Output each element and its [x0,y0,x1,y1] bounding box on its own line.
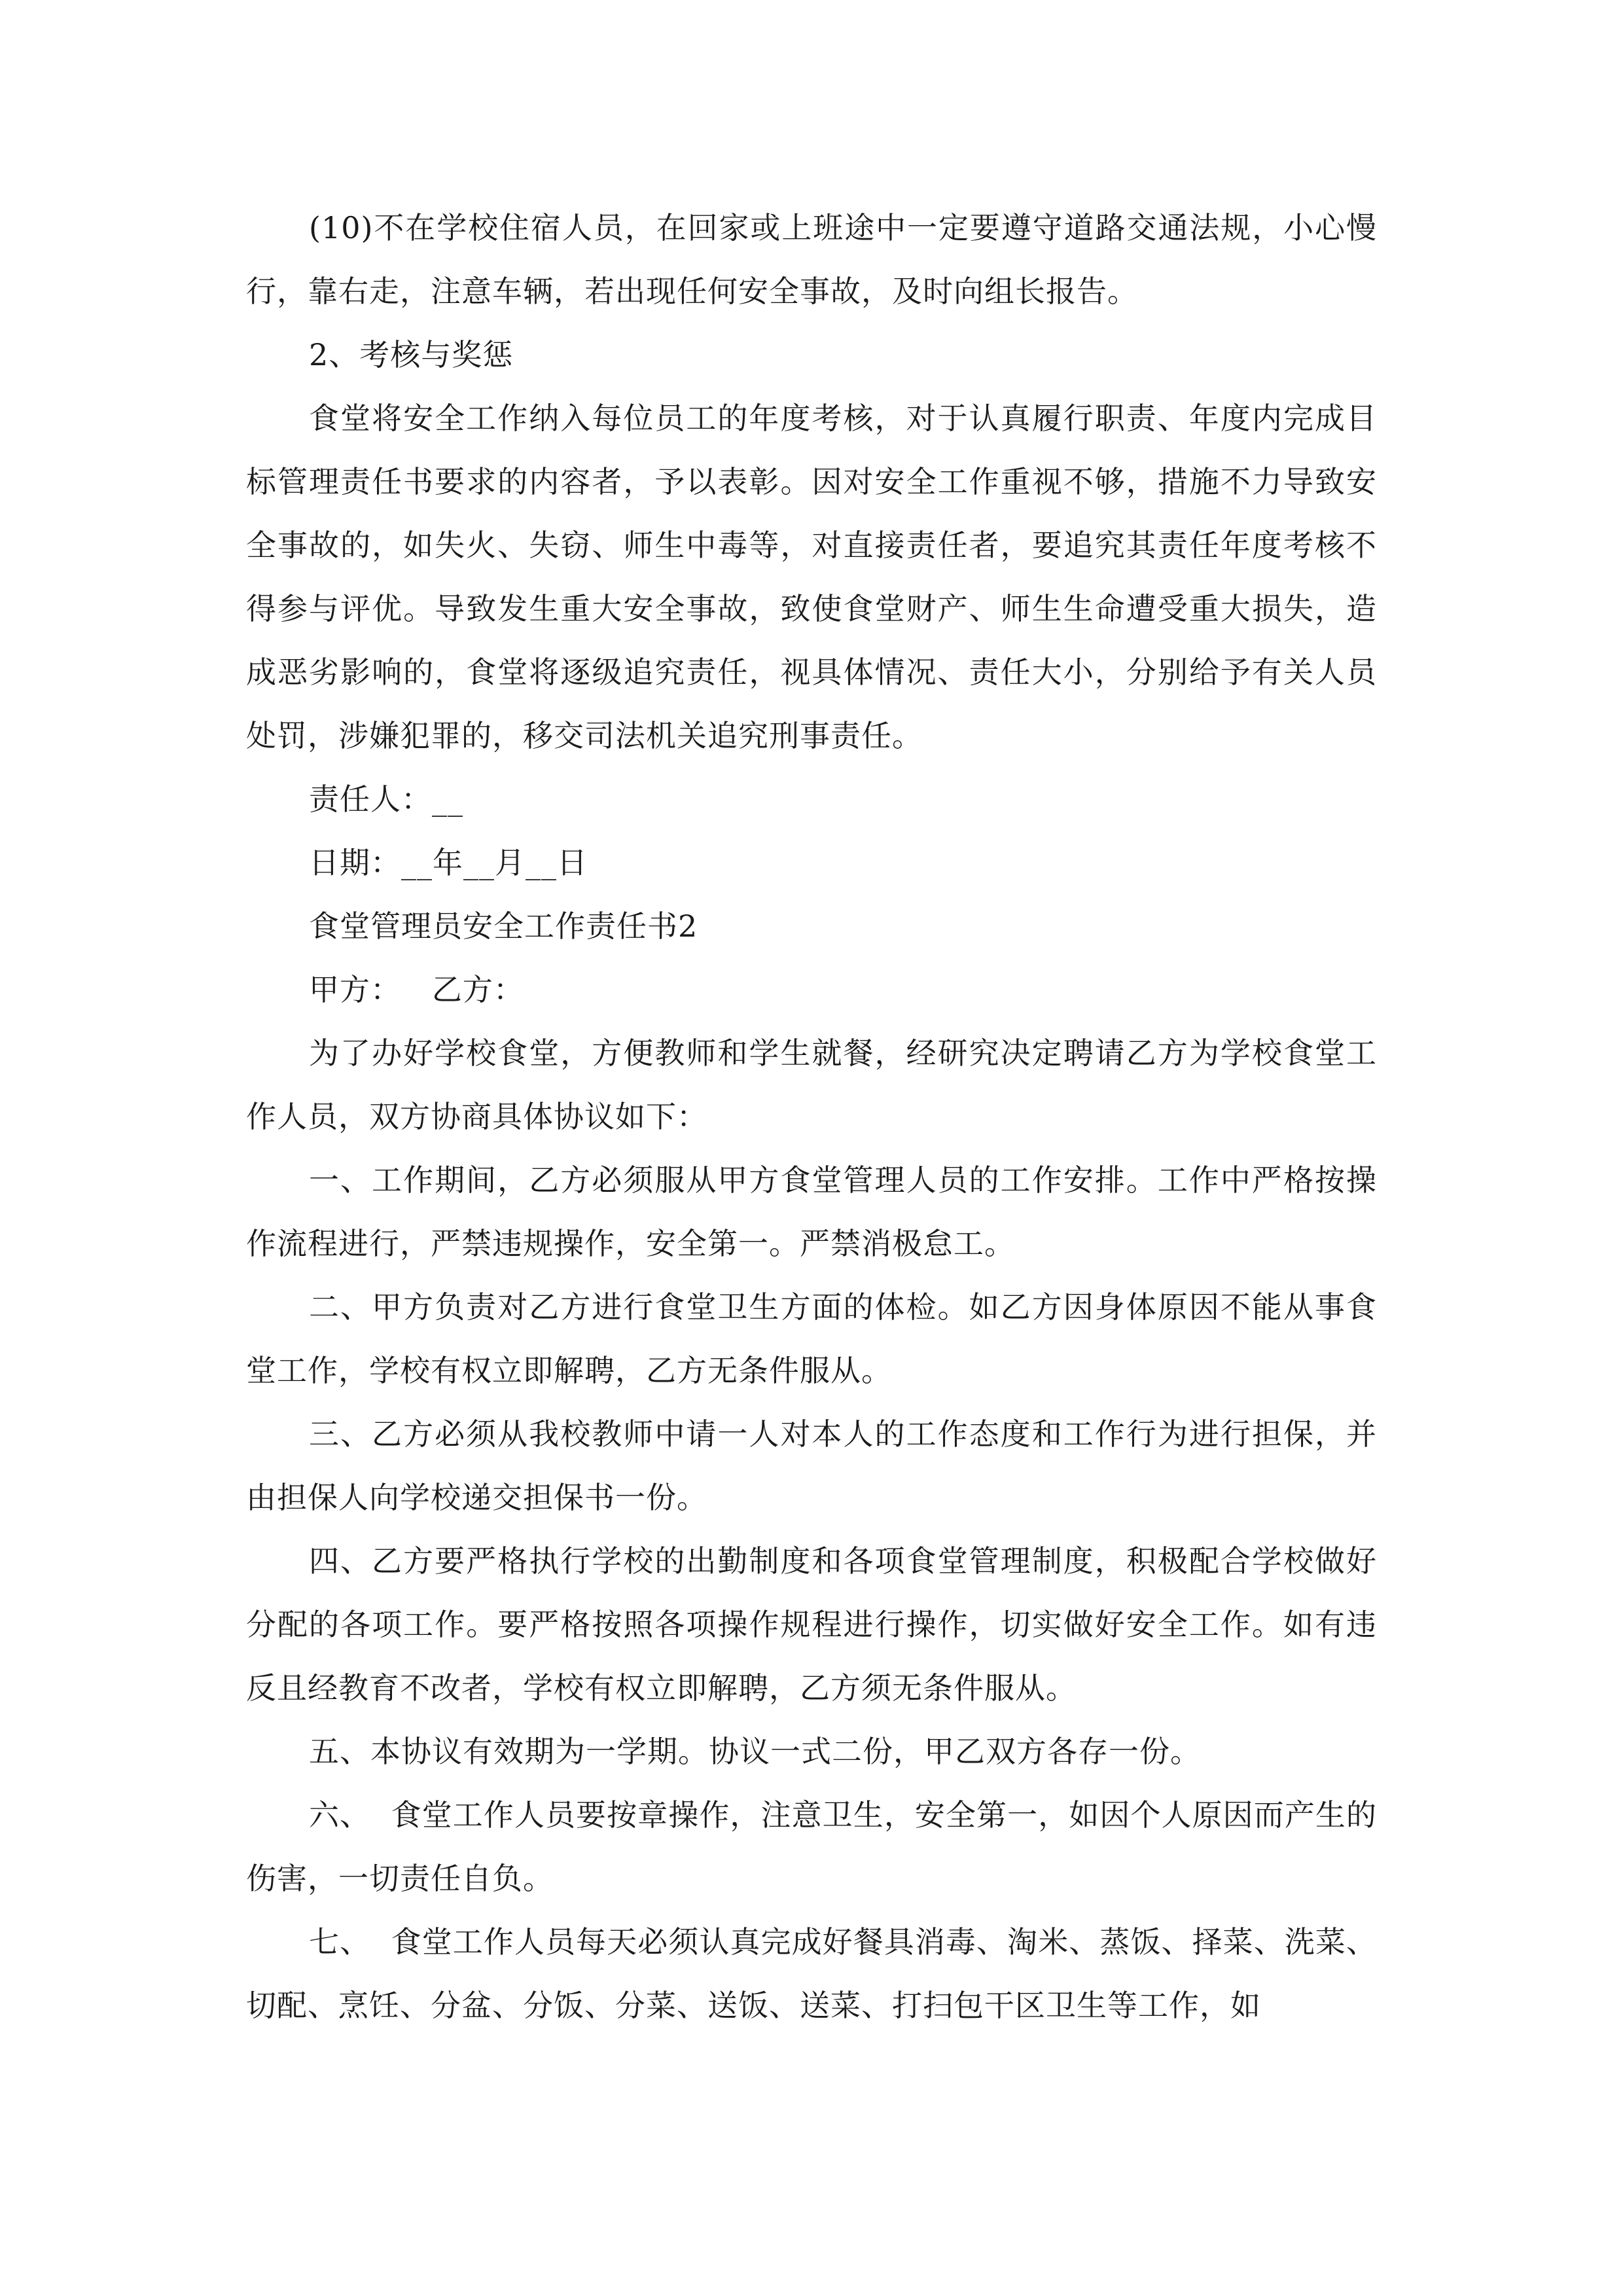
clause-5: 五、本协议有效期为一学期。协议一式二份，甲乙双方各存一份。 [309,1734,1201,1769]
clause-1: 一、工作期间，乙方必须服从甲方食堂管理人员的工作安排。工作中严格按操作流程进行，严禁违规操作，安全第一。严禁消极怠工。 [246,1162,1377,1261]
clause-7: 七、 食堂工作人员每天必须认真完成好餐具消毒、淘米、蒸饭、择菜、洗菜、切配、烹饪、分盆、分饭、分菜、送饭、送菜、打扫包干区卫生等工作，如 [246,1924,1377,2023]
clause-2: 二、甲方负责对乙方进行食堂卫生方面的体检。如乙方因身体原因不能从事食堂工作，学校有权立即解聘，乙方无条件服从。 [246,1289,1377,1388]
parties-line: 甲方： 乙方： [309,972,524,1007]
paragraph-assessment: 食堂将安全工作纳入每位员工的年度考核，对于认真履行职责、年度内完成目标管理责任书要求的内容者，予以表彰。因对安全工作重视不够，措施不力导致安全事故的，如失火、失窃、师生中毒等，对直接责任者，要追究其责任年度考核不得参与评优。导致发生重大安全事故，致使食堂财产、师生生命遭受重大损失，造成恶劣影响的，食堂将逐级追究责任，视具体情况、责任大小，分别给予有关人员处罚，涉嫌犯罪的，移交司法机关追究刑事责任。 [246,401,1377,753]
clause-4: 四、乙方要严格执行学校的出勤制度和各项食堂管理制度，积极配合学校做好分配的各项工作。要严格按照各项操作规程进行操作，切实做好安全工作。如有违反且经教育不改者，学校有权立即解聘，乙方须无条件服从。 [246,1543,1377,1706]
section-heading-assessment: 2、考核与奖惩 [309,337,514,372]
date-line: 日期：__年__月__日 [309,845,588,880]
document-title-2: 食堂管理员安全工作责任书2 [309,908,698,944]
document-body [246,196,1377,2037]
responsible-person-line: 责任人：__ [309,781,463,817]
clause-6: 六、 食堂工作人员要按章操作，注意卫生，安全第一，如因个人原因而产生的伤害，一切责任自负。 [246,1797,1377,1896]
clause-3: 三、乙方必须从我校教师中请一人对本人的工作态度和工作行为进行担保，并由担保人向学校递交担保书一份。 [246,1416,1377,1515]
paragraph-intro: 为了办好学校食堂，方便教师和学生就餐，经研究决定聘请乙方为学校食堂工作人员，双方协商具体协议如下： [246,1035,1377,1134]
paragraph-item-10: (10)不在学校住宿人员，在回家或上班途中一定要遵守道路交通法规，小心慢行，靠右走，注意车辆，若出现任何安全事故，及时向组长报告。 [246,210,1377,309]
